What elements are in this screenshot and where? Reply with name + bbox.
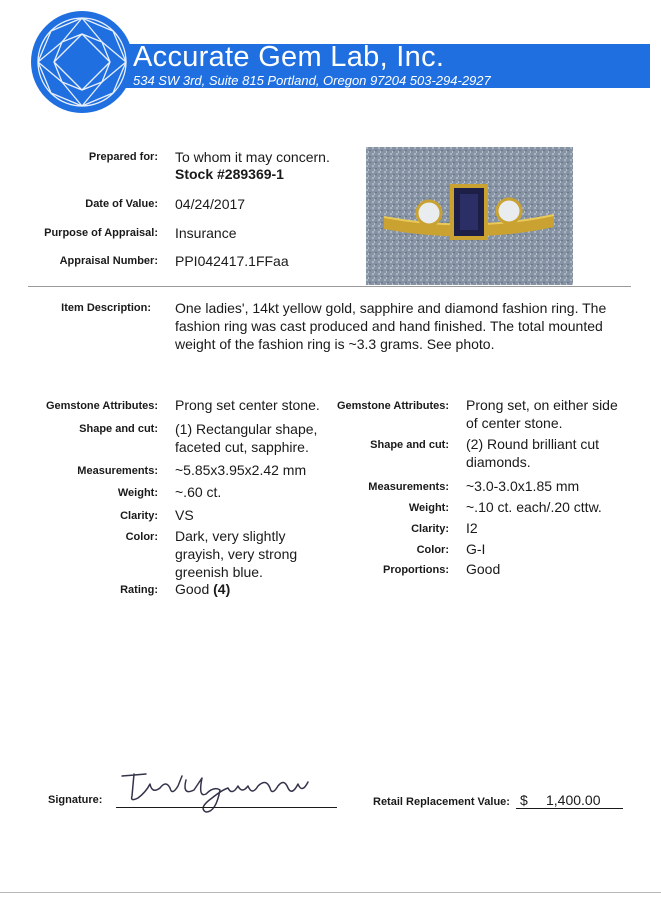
purpose-value: Insurance xyxy=(175,225,237,241)
replacement-value-label: Retail Replacement Value: xyxy=(373,796,510,808)
page-bottom-edge xyxy=(0,892,661,893)
stock-number: Stock #289369-1 xyxy=(175,166,284,182)
center-weight-value: ~.60 ct. xyxy=(175,484,222,500)
signature-label: Signature: xyxy=(48,794,103,806)
section-divider xyxy=(28,286,631,287)
center-attributes-value: Prong set center stone. xyxy=(175,397,320,413)
center-color-label: Color: xyxy=(125,531,158,543)
replacement-value-line xyxy=(516,808,623,809)
appraisal-number: PPI042417.1FFaa xyxy=(175,253,289,269)
side-color-value: G-I xyxy=(466,541,486,557)
prepared-for-label: Prepared for: xyxy=(88,151,158,163)
signature-line xyxy=(116,807,337,808)
company-name: Accurate Gem Lab, Inc. xyxy=(133,41,445,73)
side-attributes-label: Gemstone Attributes: xyxy=(336,400,449,412)
item-description-label: Item Description: xyxy=(61,302,151,314)
date-of-value-label: Date of Value: xyxy=(85,198,158,210)
side-color-label: Color: xyxy=(416,544,449,556)
appraisal-number-label: Appraisal Number: xyxy=(59,255,158,267)
item-description: One ladies', 14kt yellow gold, sapphire and diamond fashion ring. The fashion ring was cast produced and hand finished. The total mounted weight of the fashion ring is ~3.3 grams. See photo. xyxy=(175,300,607,352)
side-shape-value: (2) Round brilliant cut diamonds. xyxy=(466,436,600,470)
ring-photo xyxy=(366,147,573,285)
center-measurements-label: Measurements: xyxy=(77,465,158,477)
proportions-label: Proportions: xyxy=(383,564,449,576)
center-attributes-label: Gemstone Attributes: xyxy=(45,400,158,412)
side-clarity-value: I2 xyxy=(466,520,478,536)
center-weight-label: Weight: xyxy=(117,487,158,499)
side-weight-value: ~.10 ct. each/.20 cttw. xyxy=(466,499,602,515)
side-attributes-value: Prong set, on either side of center stone. xyxy=(466,397,618,431)
gem-logo-icon xyxy=(30,10,134,114)
side-measurements-label: Measurements: xyxy=(368,481,449,493)
side-measurements-value: ~3.0-3.0x1.85 mm xyxy=(466,478,580,494)
center-clarity-label: Clarity: xyxy=(120,510,158,522)
center-clarity-value: VS xyxy=(175,507,194,523)
handwritten-signature xyxy=(116,768,316,816)
side-clarity-label: Clarity: xyxy=(411,523,449,535)
date-of-value: 04/24/2017 xyxy=(175,196,246,212)
proportions-value: Good xyxy=(466,561,501,577)
company-address: 534 SW 3rd, Suite 815 Portland, Oregon 97204 503-294-2927 xyxy=(133,73,491,88)
side-shape-label: Shape and cut: xyxy=(370,439,449,451)
center-shape-value: (1) Rectangular shape, faceted cut, sapphire. xyxy=(175,421,318,455)
center-measurements-value: ~5.85x3.95x2.42 mm xyxy=(175,462,307,478)
rating-label: Rating: xyxy=(120,584,158,596)
side-weight-label: Weight: xyxy=(408,502,449,514)
center-shape-label: Shape and cut: xyxy=(79,423,158,435)
prepared-for-value: To whom it may concern. xyxy=(175,149,330,165)
replacement-value: 1,400.00 xyxy=(546,792,601,808)
rating-value: Good (4) xyxy=(175,581,231,597)
center-color-value: Dark, very slightly grayish, very strong greenish blue. xyxy=(175,528,298,580)
currency-symbol: $ xyxy=(520,792,528,808)
purpose-label: Purpose of Appraisal: xyxy=(44,227,158,239)
